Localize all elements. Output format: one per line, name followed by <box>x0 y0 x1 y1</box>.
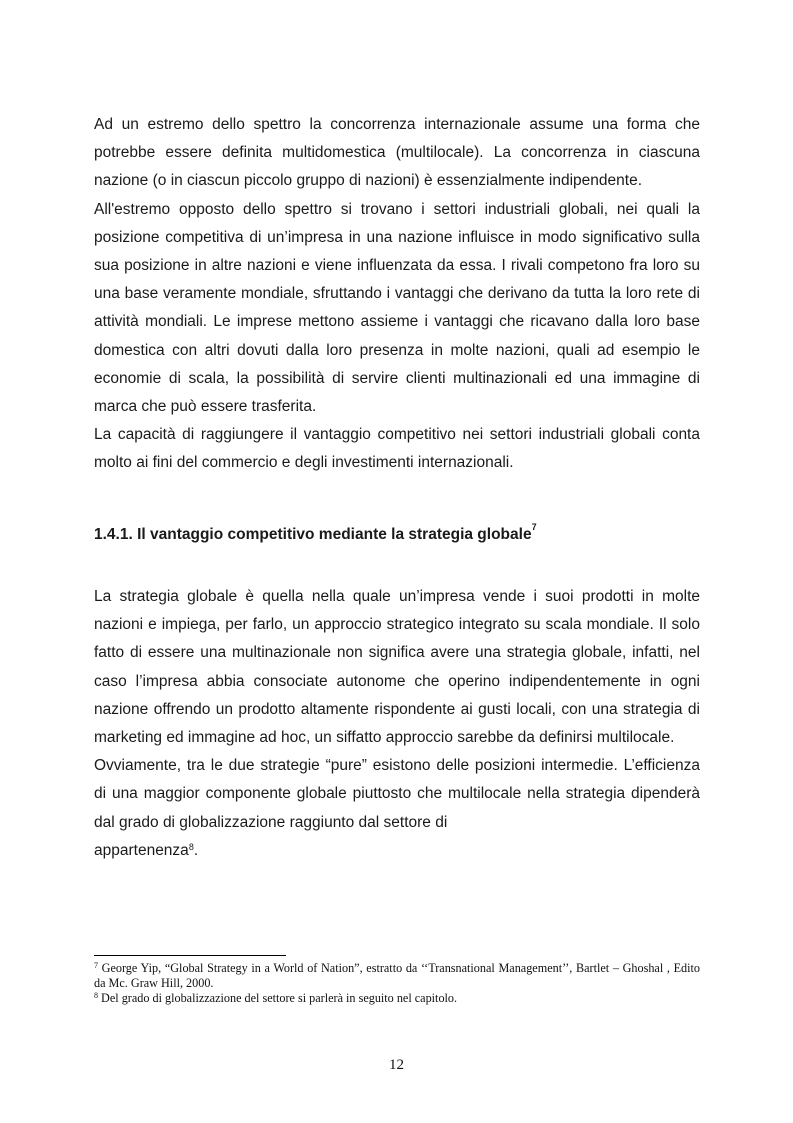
paragraph: La strategia globale è quella nella quale un’impresa vende i suoi prodotti in molte nazioni e impiega, per farlo, un approccio strategico integrato su scala mondiale. Il solo fatto di essere una multinazionale non significa avere una strategia globale, infatti, nel caso l’impresa abbia consociate autonome che operino indipendentemente in ogni nazione offrendo un prodotto altamente rispondente ai gusti locali, con una strategia di marketing ed immagine ad hoc, un siffatto approccio sarebbe da definirsi multilocale. <box>94 588 700 747</box>
body-section-2 <box>94 583 700 865</box>
footnote-text: George Yip, “Global Strategy in a World of Nation”, estratto da ‘‘Transnational Management’’, Bartlet – Ghoshal , Edito da Mc. Graw Hill, 2000. <box>94 961 700 990</box>
body-section-1 <box>94 111 700 478</box>
footnote-text: Del grado di globalizzazione del settore si parlerà in seguito nel capitolo. <box>98 991 458 1005</box>
footnote-ref-8: 8 <box>188 841 194 852</box>
footnote-7 <box>94 961 700 991</box>
last-line-text: appartenenza <box>94 841 189 859</box>
footnote-separator <box>94 955 286 956</box>
paragraph: Ad un estremo dello spettro la concorrenza internazionale assume una forma che potrebbe essere definita multidomestica (multilocale). La concorrenza in ciascuna nazione (o in ciascun piccolo gruppo di nazioni) è essenzialmente indipendente. <box>94 116 700 190</box>
footnote-8 <box>94 991 700 1006</box>
section-heading <box>94 522 714 544</box>
last-line-end: . <box>193 841 199 859</box>
footnotes <box>94 961 700 1006</box>
paragraph: All'estremo opposto dello spettro si trovano i settori industriali globali, nei quali la posizione competitiva di un’impresa in una nazione influisce in modo significativo sulla sua posizione in altre nazioni e viene influenzata da essa. I rivali competono fra loro su una base veramente mondiale, sfruttando i vantaggi che derivano da tutta la loro rete di attività mondiali. Le imprese mettono assieme i vantaggi che ricavano dalla loro base domestica con altri dovuti dalla loro presenza in molte nazioni, quali ad esempio le economie di scala, la possibilità di servire clienti multinazionali ed una immagine di marca che può essere trasferita. <box>94 200 700 416</box>
paragraph: La capacità di raggiungere il vantaggio competitivo nei settori industriali globali conta molto ai fini del commercio e degli investimenti internazionali. <box>94 426 700 472</box>
page-number: 12 <box>389 1057 404 1073</box>
footnote-number: 7 <box>94 961 98 970</box>
paragraph: Ovviamente, tra le due strategie “pure” esistono delle posizioni intermedie. L’efficienza di una maggior componente globale piuttosto che multilocale nella strategia dipenderà dal grado di globalizzazione raggiunto dal settore di <box>94 757 700 831</box>
footnote-ref-7: 7 <box>531 522 537 532</box>
footnote-number: 8 <box>94 991 98 1000</box>
section-heading-text: 1.4.1. Il vantaggio competitivo mediante la strategia globale <box>94 526 532 543</box>
paragraph-last-line <box>94 837 700 865</box>
